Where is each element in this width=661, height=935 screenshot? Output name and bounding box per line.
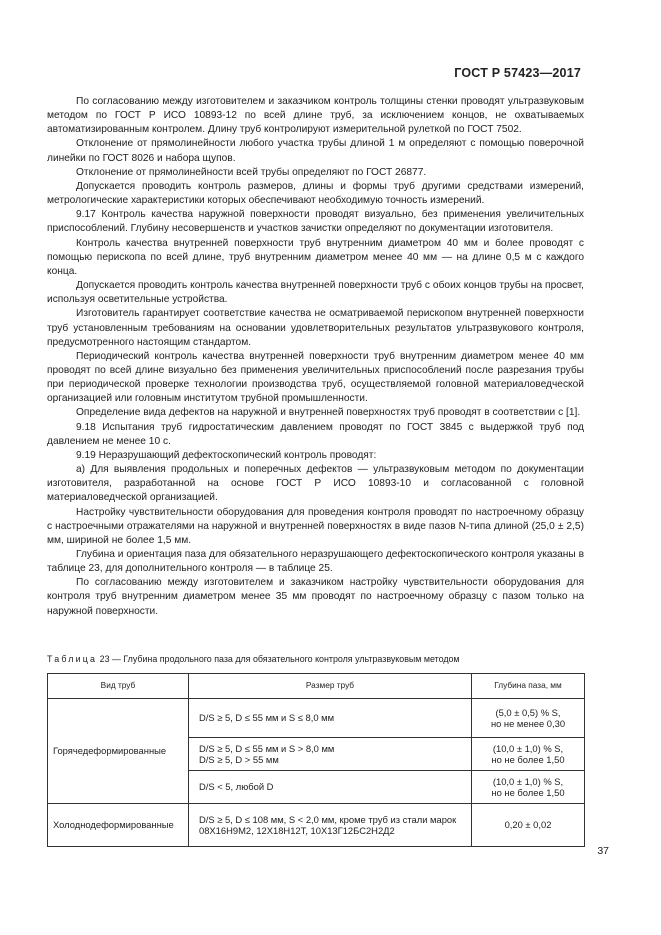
paragraph: 9.19 Неразрушающий дефектоскопический контроль проводят: (76, 449, 377, 461)
cell-size: D/S < 5, любой D (189, 771, 472, 804)
header-pipe-size: Размер труб (189, 674, 472, 699)
paragraph: Настройку чувствительности оборудования для проведения контроля проводят по настроечному образцу с настроечными отражателями на наружной и внутренней поверхностях в виде пазов N-типа длиной (25,0 ± 2,5) мм, шириной не более 1,5 мм. (47, 506, 584, 546)
table-23 (47, 673, 585, 847)
paragraph: По согласованию между изготовителем и заказчиком настройку чувствительности оборудования для контроля труб внутренним диаметром менее 35 мм проводят по настроечному образцу с пазом только на наружной поверхности. (47, 577, 584, 617)
size-line: D/S ≥ 5, D ≤ 55 мм и S > 8,0 мм (199, 742, 335, 754)
cell-depth (472, 699, 585, 738)
table-caption-text: 23 — Глубина продольного паза для обязательного контроля ультразвуковым методом (99, 654, 460, 664)
paragraph: Периодический контроль качества внутренней поверхности труб внутренним диаметром менее 40 мм проводят по всей длине визуально без применения увеличительных приспособлений после разрезания трубы при периодической проверке технологии производства труб, осуществляемой головной материаловедческой организацией или головным институтом трубной промышленности. (47, 350, 584, 405)
table-caption (47, 653, 607, 665)
table-row (48, 699, 585, 738)
header-groove-depth: Глубина паза, мм (472, 674, 585, 699)
depth-line: но не более 1,50 (491, 787, 565, 798)
paragraph: Определение вида дефектов на наружной и внутренней поверхностях труб проводят в соответствии с [1]. (76, 407, 581, 419)
depth-line: но не менее 0,30 (490, 718, 566, 729)
page-number: 37 (597, 845, 609, 857)
paragraph: 9.17 Контроль качества наружной поверхности проводят визуально, без применения увеличительных приспособлений. Глубину несовершенств и участков зачистки определяют по документации изготовителя. (47, 209, 584, 235)
paragraph: Допускается проводить контроль качества внутренней поверхности труб с обоих концов трубы на просвет, используя осветительные устройства. (47, 280, 584, 306)
paragraph: Изготовитель гарантирует соответствие качества не осматриваемой перископом внутренней поверхности труб установленным требованиям на основании удовлетворительных результатов ультразвукового контроля, предусмотренного настоящим стандартом. (47, 308, 584, 348)
body-text (47, 95, 584, 619)
depth-line: но не более 1,50 (491, 754, 565, 765)
cell-hot-deformed: Горячедеформированные (48, 699, 189, 804)
paragraph: Отклонение от прямолинейности любого участка трубы длиной 1 м определяют с помощью поверочной линейки по ГОСТ 8026 и набора щупов. (47, 138, 584, 164)
depth-line: (10,0 ± 1,0) % S, (492, 742, 564, 754)
cell-depth (472, 771, 585, 804)
paragraph: Допускается проводить контроль размеров, длины и формы труб другими средствами измерений, метрологические характеристики которых обеспечивают необходимую точность измерений. (47, 180, 584, 207)
paragraph: Глубина и ориентация паза для обязательного неразрушающего дефектоскопического контроля указаны в таблице 23, для дополнительного контроля — в таблице 25. (47, 549, 584, 575)
table-header-row (48, 674, 585, 699)
size-line: D/S ≥ 5, D > 55 мм (199, 754, 279, 765)
paragraph: Отклонение от прямолинейности всей трубы определяют по ГОСТ 26877. (76, 166, 427, 178)
header-pipe-type: Вид труб (48, 674, 189, 699)
cell-size: D/S ≥ 5, D ≤ 55 мм и S ≤ 8,0 мм (189, 699, 472, 738)
cell-cold-deformed: Холоднодеформированные (48, 804, 189, 847)
cell-depth: 0,20 ± 0,02 (472, 804, 585, 847)
paragraph: а) Для выявления продольных и поперечных дефектов — ультразвуковым методом по документации изготовителя, разработанной на основе ГОСТ Р ИСО 10893-10 и согласованной с головной материаловедческой организацией. (47, 464, 584, 504)
paragraph: По согласованию между изготовителем и заказчиком контроль толщины стенки проводят ультразвуковым методом по ГОСТ Р ИСО 10893-12 по всей длине труб, за исключением концов, не охватываемых автоматизированным контролем. Длину труб контролируют измерительной рулеткой по ГОСТ 7502. (47, 96, 584, 136)
paragraph: 9.18 Испытания труб гидростатическим давлением проводят по ГОСТ 3845 с выдержкой труб под давлением не менее 10 с. (47, 421, 584, 447)
paragraph: Контроль качества внутренней поверхности труб внутренним диаметром 40 мм и более проводят с помощью перископа по всей длине, труб внутренним диаметром менее 40 мм — на длине 0,5 м с каждого конца. (47, 237, 584, 277)
depth-line: (5,0 ± 0,5) % S, (495, 706, 561, 718)
cell-size (189, 738, 472, 771)
cell-size: D/S ≥ 5, D ≤ 108 мм, S < 2,0 мм, кроме труб из стали марок 08Х16Н9М2, 12Х18Н12Т, 10Х13Г12БС2Н2Д2 (189, 804, 472, 847)
cell-depth (472, 738, 585, 771)
table-row (48, 804, 585, 847)
standard-title: ГОСТ Р 57423—2017 (454, 66, 581, 80)
depth-line: (10,0 ± 1,0) % S, (492, 775, 564, 787)
table-caption-label: Таблица (47, 654, 98, 664)
